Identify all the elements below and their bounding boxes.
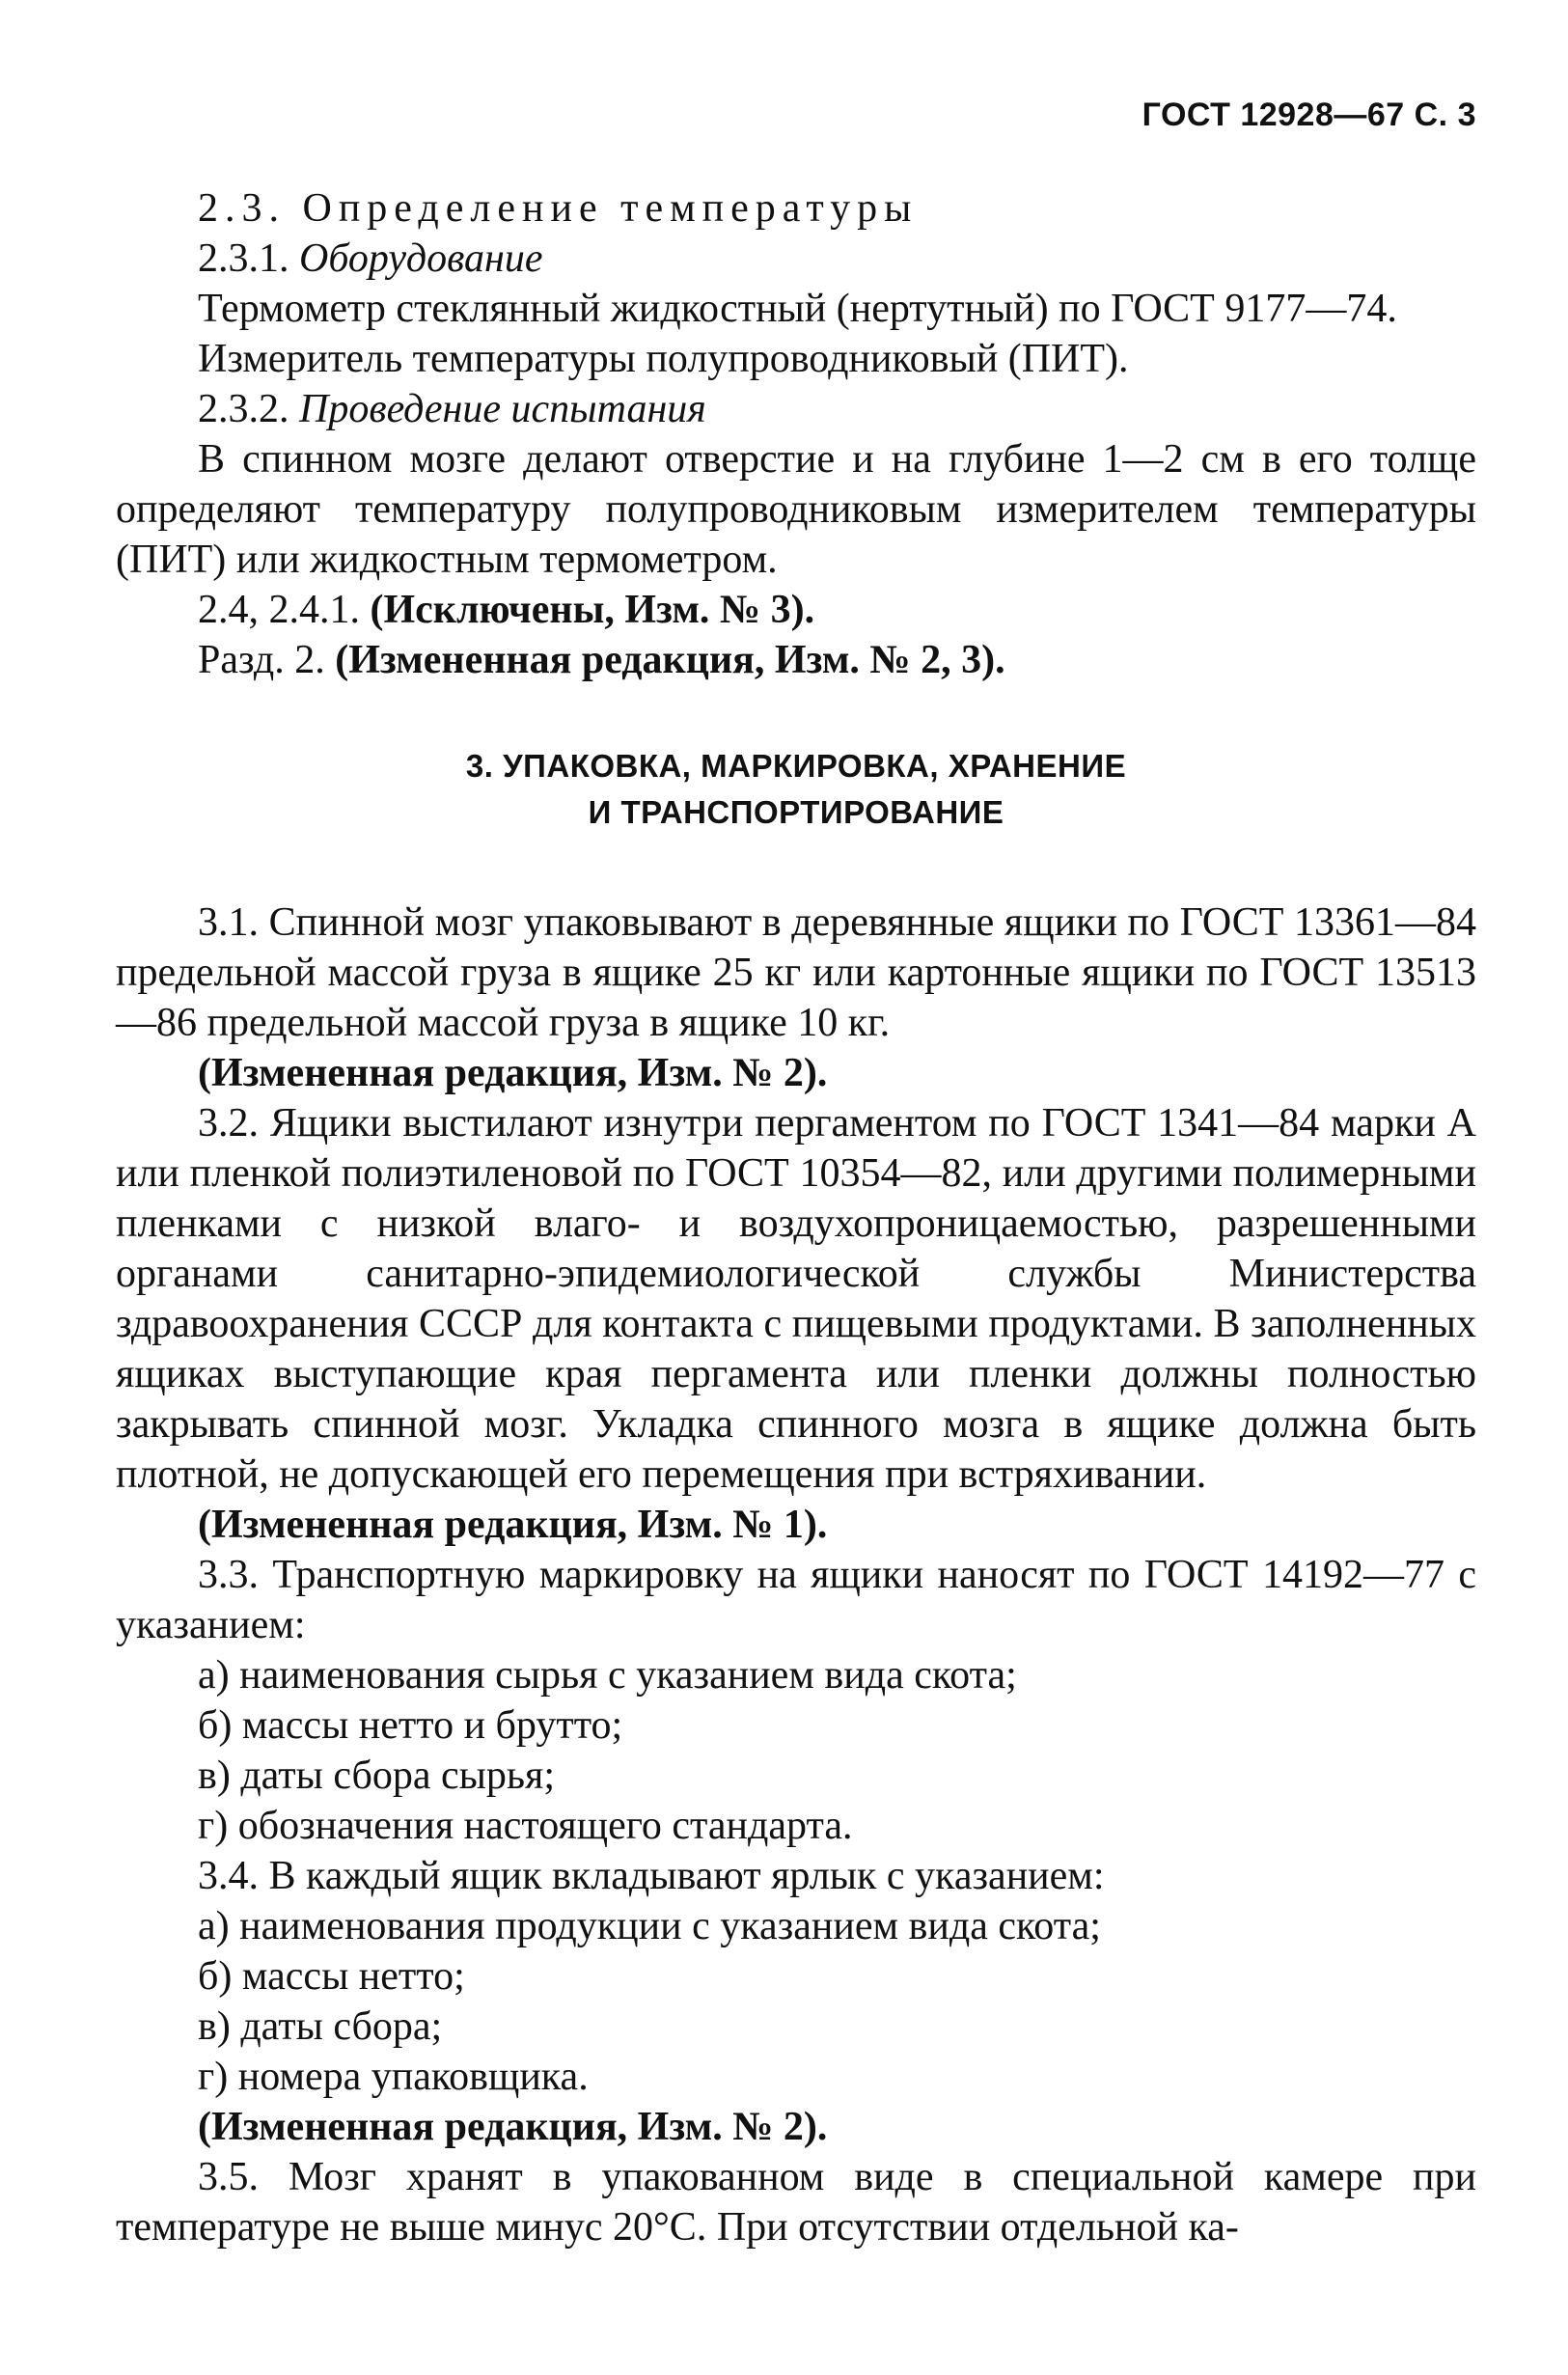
paragraph: 3.2. Ящики выстилают изнутри пергаментом по ГОСТ 1341—84 марки А или пленкой полиэтиленовой по ГОСТ 10354—82, или другими полимерными пленками с низкой влаго- и воздухопроницаемостью, разрешенными органами санитарно-эпидемиологической службы Министерства здравоохранения СССР для контакта с пищевыми продуктами. В заполненных ящиках выступающие края пергамента или пленки должны полностью закрывать спинной мозг. Укладка спинного мозга в ящике должна быть плотной, не допускающей его перемещения при встряхивании. — [116, 1101, 1476, 1497]
list-item: в) даты сбора сырья; — [198, 1754, 555, 1798]
list-item: г) номера упаковщика. — [198, 2055, 589, 2099]
paragraph: Разд. 2. (Измененная редакция, Изм. № 2, 3). — [198, 638, 1005, 682]
bold-note: (Измененная редакция, Изм. № 2, 3). — [335, 638, 1005, 682]
paragraph: 3.1. Спинной мозг упаковывают в деревянные ящики по ГОСТ 13361—84 предельной массой груза в ящике 25 кг или картонные ящики по ГОСТ 13513—86 предельной массой груза в ящике 10 кг. — [116, 900, 1476, 1045]
paragraph: 2.3. Определение температуры — [198, 186, 919, 231]
paragraph: В спинном мозге делают отверстие и на глубине 1—2 см в его толще определяют температуру полупроводниковым измерителем температуры (ПИТ) или жидкостным термометром. — [116, 437, 1476, 582]
paragraph: 3.3. Транспортную маркировку на ящики наносят по ГОСТ 14192—77 с указанием: — [116, 1553, 1476, 1647]
paragraph: 2.3.2. Проведение испытания — [198, 387, 706, 431]
paragraph: Термометр стеклянный жидкостный (нертутный) по ГОСТ 9177—74. — [198, 287, 1397, 331]
paragraph: 2.3.1. Оборудование — [198, 236, 543, 281]
section-heading: 3. УПАКОВКА, МАРКИРОВКА, ХРАНЕНИЕ И ТРАНСПОРТИРОВАНИЕ — [465, 748, 1127, 830]
bold-note: (Исключены, Изм. № 3). — [370, 588, 815, 632]
amendment-note: (Измененная редакция, Изм. № 2). — [198, 1051, 828, 1095]
list-item: а) наименования сырья с указанием вида скота; — [198, 1653, 1017, 1698]
italic-subheading: Проведение испытания — [299, 387, 706, 431]
list-item: а) наименования продукции с указанием вида скота; — [198, 1904, 1101, 1948]
amendment-note: (Измененная редакция, Изм. № 1). — [198, 1503, 828, 1547]
paragraph: 3.5. Мозг хранят в упакованном виде в специальной камере при температуре не выше минус 20°С. При отсутствии отдельной ка- — [116, 2155, 1476, 2250]
amendment-note: (Измененная редакция, Изм. № 2). — [198, 2105, 828, 2149]
list-item: г) обозначения настоящего стандарта. — [198, 1804, 853, 1848]
paragraph: Измеритель температуры полупроводниковый (ПИТ). — [198, 337, 1129, 381]
document-body — [116, 183, 1476, 2252]
list-item: б) массы нетто; — [198, 1954, 465, 1999]
paragraph: 3.4. В каждый ящик вкладывают ярлык с указанием: — [198, 1854, 1105, 1898]
list-item: в) даты сбора; — [198, 2004, 443, 2049]
list-item: б) массы нетто и брутто; — [198, 1703, 623, 1748]
italic-subheading: Оборудование — [299, 236, 543, 281]
paragraph: 2.4, 2.4.1. (Исключены, Изм. № 3). — [198, 588, 815, 632]
page-header: ГОСТ 12928—67 С. 3 — [1142, 97, 1476, 133]
